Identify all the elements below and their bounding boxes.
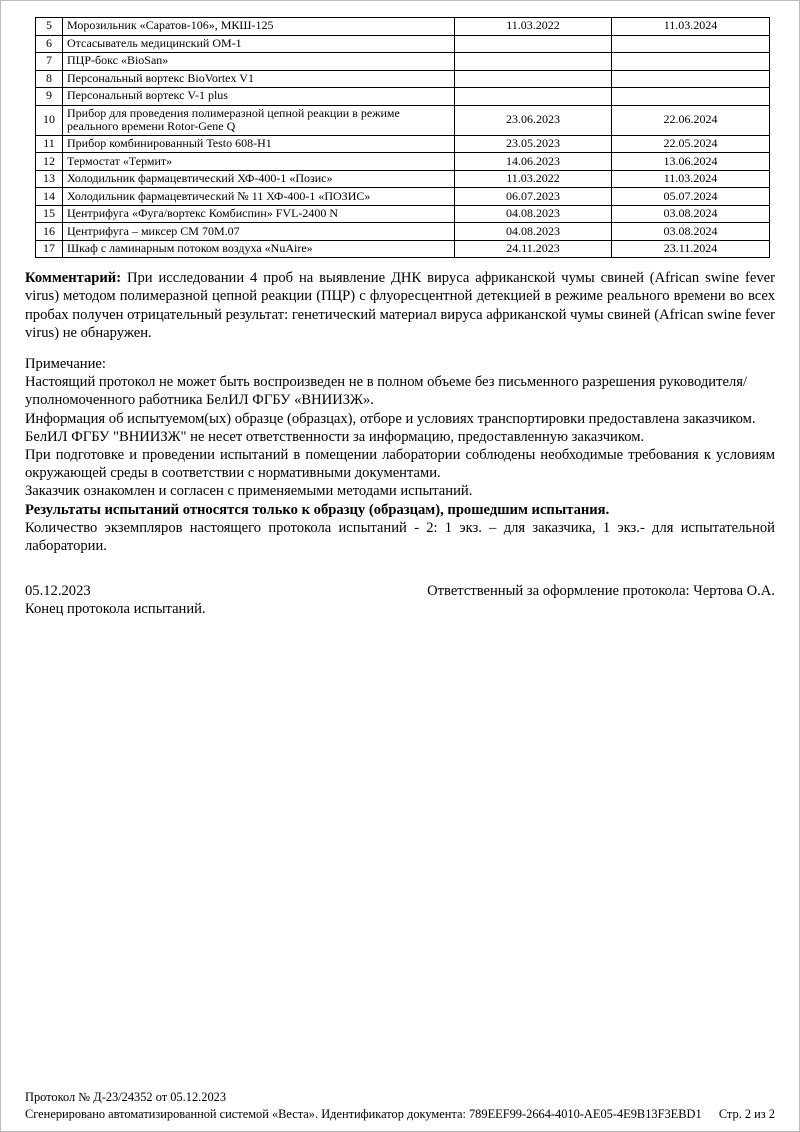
note-reproduction: Настоящий протокол не может быть воспроизведен не в полном объеме без письменного разрешения руководителя/уполномоченного работника БелИЛ ФГБУ «ВНИИЗЖ». <box>25 374 748 409</box>
row-number-cell: 14 <box>36 188 63 206</box>
equipment-table-row <box>36 170 770 188</box>
row-number-cell: 8 <box>36 70 63 88</box>
equipment-name-cell: Морозильник «Саратов-106», МКШ-125 <box>63 18 455 36</box>
equipment-table-body <box>36 18 770 258</box>
next-verification-date-cell: 22.06.2024 <box>612 105 770 135</box>
row-number-cell: 7 <box>36 53 63 71</box>
equipment-table-row <box>36 35 770 53</box>
verification-date-cell: 11.03.2022 <box>455 18 612 36</box>
equipment-table-row <box>36 188 770 206</box>
next-verification-date-cell <box>612 88 770 106</box>
verification-date-cell: 24.11.2023 <box>455 240 612 258</box>
equipment-name-cell: Персональный вортекс V-1 plus <box>63 88 455 106</box>
equipment-name-cell: Холодильник фармацевтический № 11 ХФ-400-1 «ПОЗИС» <box>63 188 455 206</box>
signoff-date: 05.12.2023 <box>25 583 91 600</box>
next-verification-date-cell: 11.03.2024 <box>612 170 770 188</box>
equipment-table-row <box>36 88 770 106</box>
verification-date-cell: 14.06.2023 <box>455 153 612 171</box>
footer-page-number: Стр. 2 из 2 <box>718 1106 775 1121</box>
equipment-name-cell: Центрифуга «Фуга/вортекс Комбиспин» FVL-2400 N <box>63 205 455 223</box>
equipment-name-cell: Термостат «Термит» <box>63 153 455 171</box>
comment-paragraph <box>25 269 775 342</box>
equipment-name-cell: Прибор комбинированный Testo 608-H1 <box>63 135 455 153</box>
equipment-table-row <box>36 240 770 258</box>
note-results-scope: Результаты испытаний относятся только к образцу (образцам), прошедшим испытания. <box>25 501 610 518</box>
notes-block <box>25 355 775 555</box>
next-verification-date-cell <box>612 35 770 53</box>
equipment-name-cell: Отсасыватель медицинский ОМ-1 <box>63 35 455 53</box>
verification-date-cell: 04.08.2023 <box>455 223 612 241</box>
note-sample-info: Информация об испытуемом(ых) образце (образцах), отборе и условиях транспортировки предоставлена заказчиком. <box>25 410 756 427</box>
equipment-name-cell: Шкаф с ламинарным потоком воздуха «NuAire» <box>63 240 455 258</box>
note-copies: Количество экземпляров настоящего протокола испытаний - 2: 1 экз. – для заказчика, 1 экз.- для испытательной лаборатории. <box>25 519 775 555</box>
equipment-table-row <box>36 153 770 171</box>
equipment-table-row <box>36 135 770 153</box>
next-verification-date-cell: 11.03.2024 <box>612 18 770 36</box>
row-number-cell: 9 <box>36 88 63 106</box>
verification-date-cell: 06.07.2023 <box>455 188 612 206</box>
signoff-responsible: Ответственный за оформление протокола: Чертова О.А. <box>427 583 775 600</box>
comment-label: Комментарий: <box>25 270 122 287</box>
signoff-row <box>25 582 775 600</box>
equipment-name-cell: Прибор для проведения полимеразной цепной реакции в режиме реального времени Rotor-Gene Q <box>63 105 455 135</box>
equipment-table <box>35 17 770 258</box>
equipment-name-cell: Холодильник фармацевтический ХФ-400-1 «Позис» <box>63 170 455 188</box>
verification-date-cell <box>455 88 612 106</box>
next-verification-date-cell <box>612 70 770 88</box>
row-number-cell: 13 <box>36 170 63 188</box>
verification-date-cell <box>455 70 612 88</box>
note-responsibility: БелИЛ ФГБУ "ВНИИЗЖ" не несет ответственности за информацию, предоставленную заказчиком. <box>25 428 645 445</box>
verification-date-cell: 23.06.2023 <box>455 105 612 135</box>
equipment-name-cell: ПЦР-бокс «BioSan» <box>63 53 455 71</box>
equipment-table-row <box>36 223 770 241</box>
row-number-cell: 5 <box>36 18 63 36</box>
row-number-cell: 15 <box>36 205 63 223</box>
verification-date-cell: 23.05.2023 <box>455 135 612 153</box>
next-verification-date-cell: 03.08.2024 <box>612 223 770 241</box>
equipment-name-cell: Центрифуга – миксер СМ 70М.07 <box>63 223 455 241</box>
note-customer-agreement: Заказчик ознакомлен и согласен с применяемыми методами испытаний. <box>25 483 473 500</box>
equipment-name-cell: Персональный вортекс BioVortex V1 <box>63 70 455 88</box>
equipment-table-row <box>36 53 770 71</box>
body-text-block <box>25 269 775 618</box>
page-content <box>25 17 775 619</box>
page-footer <box>25 1089 775 1122</box>
row-number-cell: 10 <box>36 105 63 135</box>
next-verification-date-cell <box>612 53 770 71</box>
equipment-table-row <box>36 205 770 223</box>
row-number-cell: 16 <box>36 223 63 241</box>
next-verification-date-cell: 03.08.2024 <box>612 205 770 223</box>
verification-date-cell: 04.08.2023 <box>455 205 612 223</box>
next-verification-date-cell: 23.11.2024 <box>612 240 770 258</box>
row-number-cell: 11 <box>36 135 63 153</box>
equipment-table-row <box>36 70 770 88</box>
end-of-protocol-line: Конец протокола испытаний. <box>25 601 206 618</box>
next-verification-date-cell: 22.05.2024 <box>612 135 770 153</box>
row-number-cell: 17 <box>36 240 63 258</box>
footer-generated-info: Сгенерировано автоматизированной системой «Веста». Идентификатор документа: 789EEF99-2664-4010-AE05-4E9B13F3EBD1 <box>25 1106 702 1121</box>
row-number-cell: 6 <box>36 35 63 53</box>
next-verification-date-cell: 05.07.2024 <box>612 188 770 206</box>
note-environment: При подготовке и проведении испытаний в помещении лаборатории соблюдены необходимые требования к условиям окружающей среды в соответствии с нормативными документами. <box>25 447 775 482</box>
verification-date-cell <box>455 53 612 71</box>
verification-date-cell: 11.03.2022 <box>455 170 612 188</box>
notes-title: Примечание: <box>25 356 106 372</box>
comment-text: При исследовании 4 проб на выявление ДНК вируса африканской чумы свиней (African swine fever virus) методом полимеразной цепной реакции (ПЦР) с флуоресцентной детекцией в режиме реального времени во всех пробах получен отрицательный результат: генетический материал вируса африканской чумы свиней (African swine fever virus) не обнаружен. <box>25 270 775 341</box>
equipment-table-row <box>36 18 770 36</box>
verification-date-cell <box>455 35 612 53</box>
footer-protocol-number: Протокол № Д-23/24352 от 05.12.2023 <box>25 1090 227 1104</box>
row-number-cell: 12 <box>36 153 63 171</box>
next-verification-date-cell: 13.06.2024 <box>612 153 770 171</box>
footer-second-row <box>25 1106 775 1123</box>
equipment-table-row <box>36 105 770 135</box>
